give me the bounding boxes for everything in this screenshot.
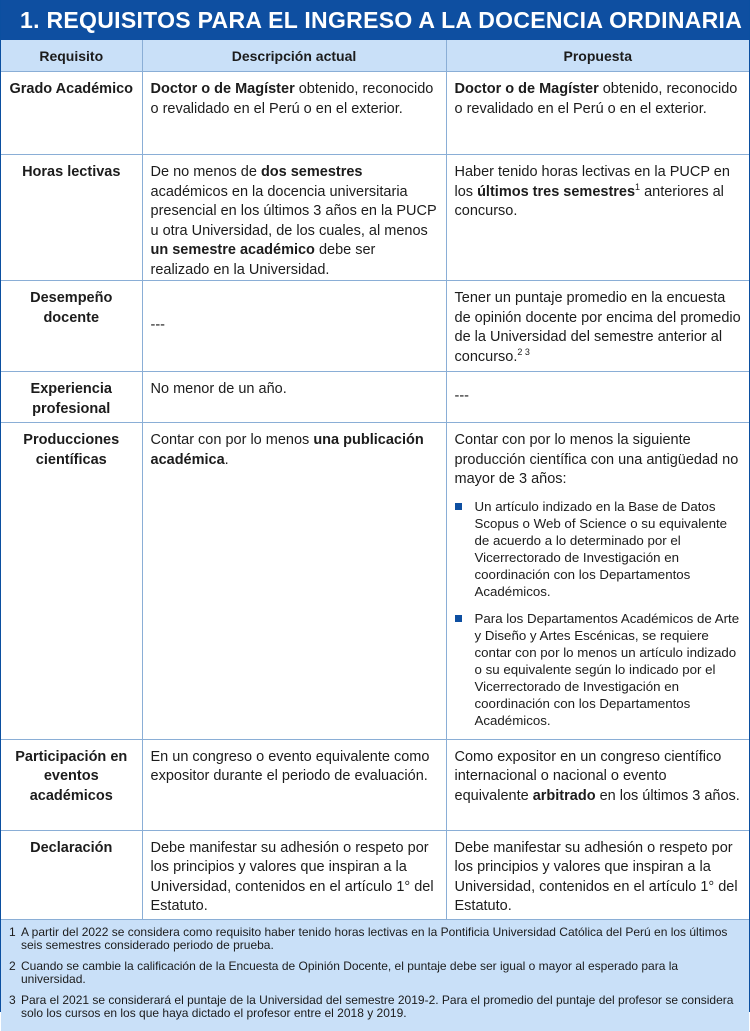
footnote bbox=[9, 960, 737, 987]
table-row bbox=[1, 423, 749, 740]
propuesta-cell: Como expositor en un congreso científico internacional o nacional o evento equivalente arbitrado en los últimos 3 años. bbox=[446, 739, 749, 830]
requisito-cell: Horas lectivas bbox=[1, 155, 142, 281]
actual-cell: Doctor o de Magíster obtenido, reconocido o revalidado en el Perú o en el exterior. bbox=[142, 72, 446, 155]
actual-cell: Contar con por lo menos una publicación académica. bbox=[142, 423, 446, 740]
list-item: Para los Departamentos Académicos de Arte y Diseño y Artes Escénicas, se requiere contar con por lo menos un artículo indizado o su equivalente según lo indicado por el Vicerrectorado de Investigación en coordinación con los Departamentos Académicos. bbox=[455, 610, 742, 729]
bullet-list bbox=[455, 498, 742, 729]
requisito-cell: Experiencia profesional bbox=[1, 372, 142, 423]
actual-cell: No menor de un año. bbox=[142, 372, 446, 423]
footnote-text: Cuando se cambie la calificación de la Encuesta de Opinión Docente, el puntaje debe ser igual o mayor al esperado para la universidad. bbox=[21, 958, 679, 986]
propuesta-intro: Contar con por lo menos la siguiente producción científica con una antigüedad no mayor de 3 años: bbox=[454, 432, 739, 487]
actual-cell: --- bbox=[142, 281, 446, 372]
propuesta-cell: Debe manifestar su adhesión o respeto por los principios y valores que inspiran a la Universidad, contenidos en el artículo 1° del Estatuto. bbox=[446, 830, 749, 919]
table-row bbox=[1, 281, 749, 372]
table-row bbox=[1, 739, 749, 830]
square-bullet-icon bbox=[455, 503, 462, 510]
footnote-number: 3 bbox=[9, 992, 16, 1007]
actual-cell: En un congreso o evento equivalente como expositor durante el periodo de evaluación. bbox=[142, 739, 446, 830]
page-title: 1. REQUISITOS PARA EL INGRESO A LA DOCENCIA ORDINARIA bbox=[1, 0, 749, 40]
propuesta-cell: --- bbox=[446, 372, 749, 423]
table-row bbox=[1, 830, 749, 919]
requisito-cell: Desempeño docente bbox=[1, 281, 142, 372]
column-header-propuesta: Propuesta bbox=[446, 40, 749, 72]
table-row bbox=[1, 155, 749, 281]
footnote-number: 1 bbox=[9, 924, 16, 939]
column-header-requisito: Requisito bbox=[1, 40, 142, 72]
column-header-descripcion-actual: Descripción actual bbox=[142, 40, 446, 72]
propuesta-cell: Tener un puntaje promedio en la encuesta de opinión docente por encima del promedio de la Universidad del semestre anterior al concurso.$^{2 3}$ bbox=[446, 281, 749, 372]
actual-cell: Debe manifestar su adhesión o respeto por los principios y valores que inspiran a la Universidad, contenidos en el artículo 1° del Estatuto. bbox=[142, 830, 446, 919]
square-bullet-icon bbox=[455, 615, 462, 622]
table-row bbox=[1, 72, 749, 155]
requisito-cell: Declaración bbox=[1, 830, 142, 919]
propuesta-cell bbox=[446, 423, 749, 740]
footnote-text: A partir del 2022 se considera como requisito haber tenido horas lectivas en la Pontificia Universidad Católica del Perú en los últimos seis semestres considerado periodo de prueba. bbox=[21, 924, 728, 952]
requisito-cell: Grado Académico bbox=[1, 72, 142, 155]
footnote bbox=[9, 926, 737, 953]
footnote-ref: 2 3 bbox=[517, 346, 530, 357]
list-item: Un artículo indizado en la Base de Datos Scopus o Web of Science o su equivalente de acuerdo a lo determinado por el Vicerrectorado de Investigación en coordinación con los Departamentos Académicos. bbox=[455, 498, 742, 600]
actual-cell: De no menos de dos semestres académicos en la docencia universitaria presencial en los últimos 3 años en la PUCP u otra Universidad, de los cuales, al menos un semestre académico debe ser realizado en la Universidad. bbox=[142, 155, 446, 281]
requisito-cell: Participación en eventos académicos bbox=[1, 739, 142, 830]
requirements-table bbox=[1, 40, 749, 919]
table-header-row bbox=[1, 40, 749, 72]
footnotes bbox=[1, 919, 749, 1031]
footnote-number: 2 bbox=[9, 958, 16, 973]
table-row bbox=[1, 372, 749, 423]
requisito-cell: Producciones científicas bbox=[1, 423, 142, 740]
footnote-ref: 1 bbox=[635, 181, 641, 192]
propuesta-cell: Doctor o de Magíster obtenido, reconocido o revalidado en el Perú o en el exterior. bbox=[446, 72, 749, 155]
propuesta-cell: Haber tenido horas lectivas en la PUCP en los últimos tres semestres$^1$ anteriores al concurso. bbox=[446, 155, 749, 281]
footnote-text: Para el 2021 se considerará el puntaje de la Universidad del semestre 2019-2. Para el promedio del puntaje del profesor se considera solo los cursos en los que haya dictado el profesor entre el 2018 y 2019. bbox=[21, 992, 734, 1020]
footnote bbox=[9, 994, 737, 1021]
